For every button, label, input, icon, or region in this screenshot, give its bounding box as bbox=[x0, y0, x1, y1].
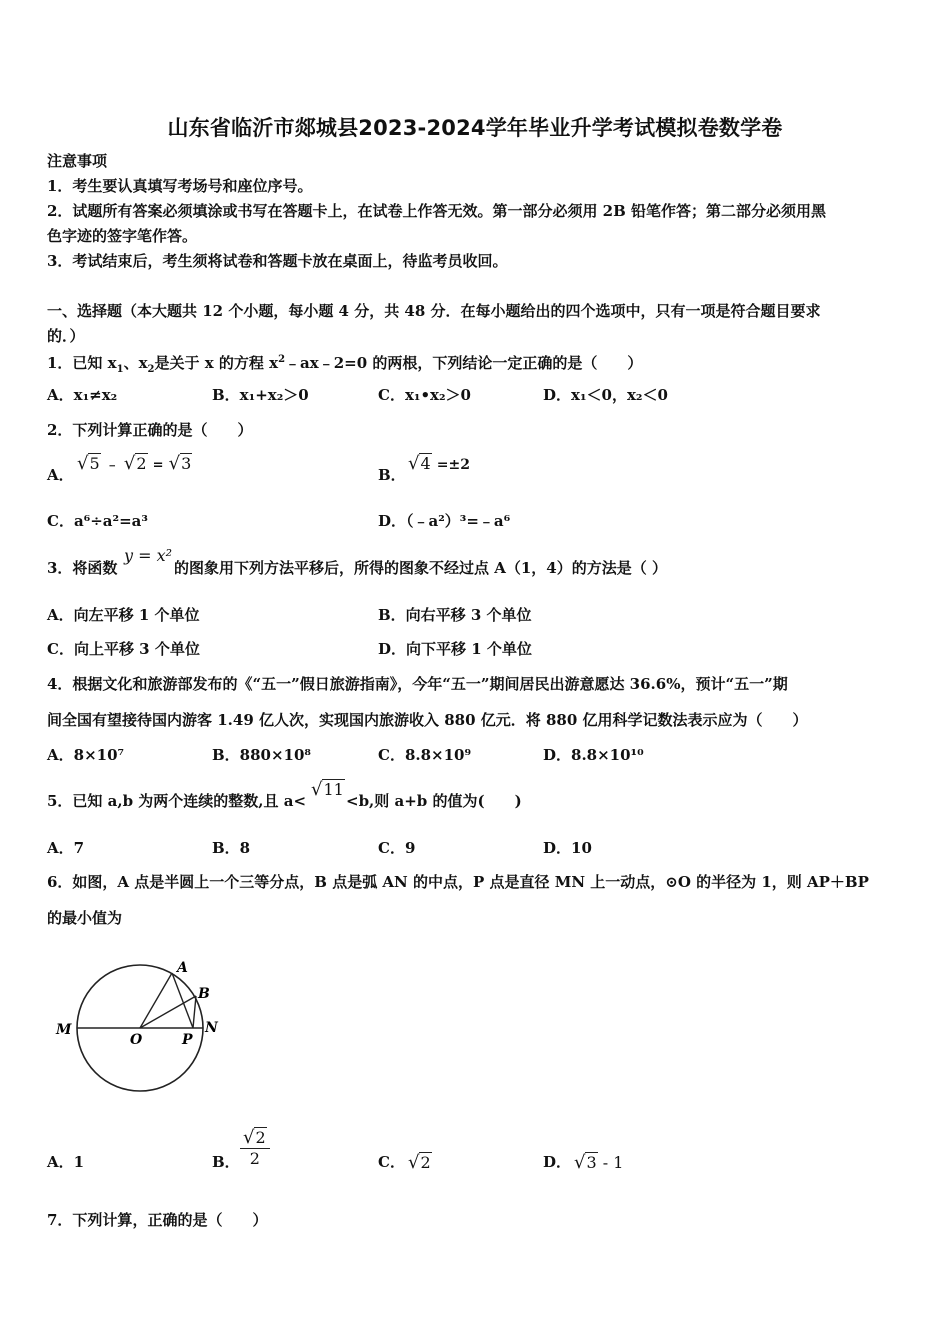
notice-heading: 注意事项 bbox=[47, 152, 108, 170]
q5-stem-end: <b,则 a+b 的值为( ) bbox=[346, 792, 522, 810]
q3-option-b: B．向右平移 3 个单位 bbox=[378, 606, 532, 624]
q1-option-b: B．x₁+x₂＞0 bbox=[212, 386, 309, 404]
label-n: N bbox=[205, 1020, 218, 1036]
q6-option-c-expr: √2 bbox=[408, 1152, 431, 1173]
q6-option-d-label: D． bbox=[543, 1153, 572, 1171]
q5-option-b: B．8 bbox=[212, 839, 251, 857]
q2-option-a-label: A． bbox=[47, 466, 74, 484]
section-header-line2: 的．） bbox=[47, 327, 85, 345]
section-header-line1: 一、选择题（本大题共 12 个小题，每小题 4 分，共 48 分．在每小题给出的四个选项中，只有一项是符合题目要求 bbox=[47, 302, 821, 320]
q5-option-a: A．7 bbox=[47, 839, 85, 857]
q2-option-d: D．（﹣a²）³=﹣a⁶ bbox=[378, 512, 511, 530]
notice-item-2: 2．试题所有答案必须填涂或书写在答题卡上，在试卷上作答无效。第一部分必须用 2B 铅笔作答；第二部分必须用黑 bbox=[47, 202, 827, 220]
q1-option-d: D．x₁＜0，x₂＜0 bbox=[543, 386, 668, 404]
q6-option-b-label: B． bbox=[212, 1153, 240, 1171]
q4-stem-line2: 间全国有望接待国内游客 1.49 亿人次，实现国内旅游收入 880 亿元．将 880 亿用科学记数法表示应为（ ） bbox=[47, 711, 808, 729]
q3-function: y = x² bbox=[124, 546, 173, 565]
page-title: 山东省临沂市郯城县2023-2024学年毕业升学考试模拟卷数学卷 bbox=[167, 116, 783, 140]
q3-stem-end: 的图象用下列方法平移后，所得的图象不经过点 A（1，4）的方法是（ ） bbox=[174, 559, 667, 577]
q4-option-c: C．8.8×10⁹ bbox=[378, 746, 472, 764]
q7-stem: 7．下列计算，正确的是（ ） bbox=[47, 1211, 268, 1229]
q2-option-c: C．a⁶÷a²=a³ bbox=[47, 512, 148, 530]
label-p: P bbox=[182, 1032, 193, 1048]
q3-option-a: A．向左平移 1 个单位 bbox=[47, 606, 200, 624]
q5-root: √11 bbox=[311, 779, 344, 800]
q5-option-d: D．10 bbox=[543, 839, 592, 857]
q4-option-d: D．8.8×10¹⁰ bbox=[543, 746, 644, 764]
q6-option-b-expr: $\frac{√2}{2}$ bbox=[240, 1127, 270, 1168]
segment-bp bbox=[193, 996, 196, 1028]
q6-figure bbox=[50, 950, 240, 1110]
label-o: O bbox=[130, 1032, 143, 1048]
q3-stem-start: 3．将函数 bbox=[47, 559, 118, 577]
q3-option-c: C．向上平移 3 个单位 bbox=[47, 640, 200, 658]
label-b: B bbox=[198, 986, 210, 1002]
q5-option-c: C．9 bbox=[378, 839, 416, 857]
notice-item-2-cont: 色字迹的签字笔作答。 bbox=[47, 227, 198, 245]
q2-option-b-expr: √4 =±2 bbox=[408, 453, 470, 474]
q4-option-a: A．8×10⁷ bbox=[47, 746, 125, 764]
label-a: A bbox=[177, 960, 188, 976]
q4-stem-line1: 4．根据文化和旅游部发布的《“五一”假日旅游指南》，今年“五一”期间居民出游意愿达 36.6%，预计“五一”期 bbox=[47, 675, 788, 693]
notice-item-1: 1．考生要认真填写考场号和座位序号。 bbox=[47, 177, 313, 195]
q1-stem: 1．已知 $x_1$、$x_2$是关于 x 的方程 $x^2﹣ax﹣2=0$ 的两根，下列结论一定正确的是（ ） bbox=[47, 354, 643, 375]
q1-option-a: A．x₁≠x₂ bbox=[47, 386, 118, 404]
q6-stem-line2: 的最小值为 bbox=[47, 909, 123, 927]
q4-option-b: B．880×10⁸ bbox=[212, 746, 312, 764]
segment-oa bbox=[140, 973, 172, 1028]
q2-option-a-expr: √5 ﹣ √2 = √3 bbox=[77, 453, 192, 474]
q6-option-d-expr: √3 - 1 bbox=[574, 1152, 624, 1173]
q5-stem-start: 5．已知 a,b 为两个连续的整数,且 a< bbox=[47, 792, 307, 810]
q2-option-b-label: B． bbox=[378, 466, 406, 484]
q6-option-c-label: C． bbox=[378, 1153, 405, 1171]
q6-stem-line1: 6．如图，A 点是半圆上一个三等分点，B 点是弧 AN 的中点，P 点是直径 MN 上一动点，⊙O 的半径为 1，则 AP＋BP bbox=[47, 873, 869, 891]
q2-stem: 2．下列计算正确的是（ ） bbox=[47, 421, 253, 439]
q6-option-a: A．1 bbox=[47, 1153, 85, 1171]
notice-item-3: 3．考试结束后，考生须将试卷和答题卡放在桌面上，待监考员收回。 bbox=[47, 252, 508, 270]
q3-option-d: D．向下平移 1 个单位 bbox=[378, 640, 532, 658]
label-m: M bbox=[56, 1022, 72, 1038]
q1-option-c: C．x₁•x₂＞0 bbox=[378, 386, 471, 404]
